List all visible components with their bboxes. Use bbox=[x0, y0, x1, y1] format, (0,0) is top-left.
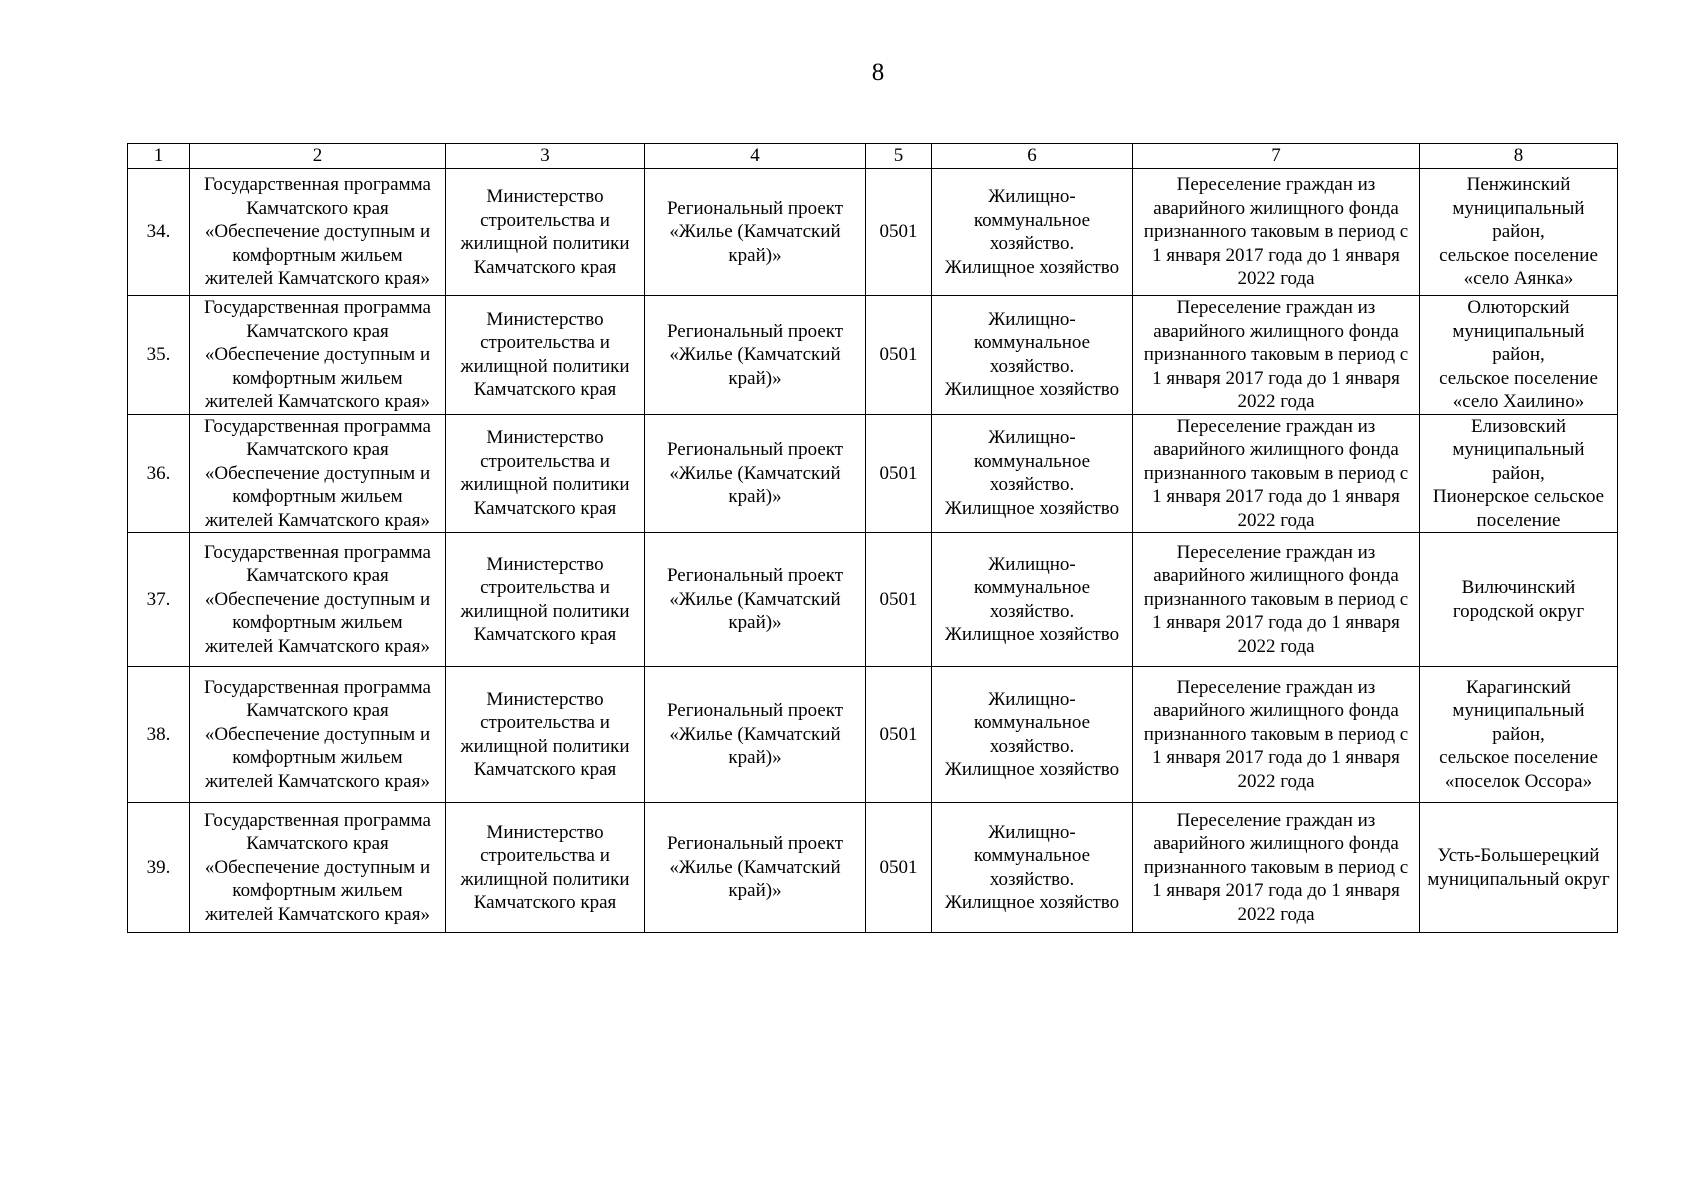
cell-line: Камчатского края bbox=[246, 320, 389, 342]
sector-cell bbox=[932, 296, 1133, 415]
program-cell bbox=[190, 667, 446, 803]
cell-line: жителей Камчатского края» bbox=[205, 509, 430, 531]
cell-line: Региональный проект bbox=[666, 833, 844, 855]
cell-line: Региональный проект bbox=[666, 320, 844, 342]
cell-line: Камчатского края bbox=[473, 256, 617, 278]
cell-line: район, bbox=[1492, 462, 1545, 484]
cell-line: признанного таковым в период с bbox=[1143, 856, 1409, 878]
cell-line: «Жилье (Камчатский bbox=[669, 856, 841, 878]
cell-line: хозяйство. bbox=[989, 868, 1075, 890]
program-cell bbox=[190, 296, 446, 415]
cell-line: муниципальный bbox=[1452, 700, 1585, 722]
table-row bbox=[128, 667, 1618, 803]
cell-line: Камчатского края bbox=[246, 833, 389, 855]
cell-line: Жилищно- bbox=[988, 688, 1076, 710]
cell-line: край)» bbox=[728, 747, 782, 769]
column-number: 6 bbox=[932, 144, 1133, 169]
cell-line: Карагинский bbox=[1466, 676, 1571, 698]
project-cell bbox=[645, 296, 866, 415]
cell-line: Государственная программа bbox=[204, 297, 431, 318]
ministry-cell bbox=[446, 169, 645, 296]
cell-line: сельское поселение bbox=[1439, 244, 1598, 266]
cell-line: Министерство bbox=[486, 688, 604, 710]
cell-line: край)» bbox=[728, 612, 782, 634]
row-number-cell: 38. bbox=[128, 667, 190, 803]
cell-line: хозяйство. bbox=[989, 474, 1075, 496]
cell-line: жилищной политики bbox=[460, 600, 630, 622]
ministry-cell bbox=[446, 803, 645, 933]
cell-line: хозяйство. bbox=[989, 735, 1075, 757]
cell-line: комфортным жильем bbox=[232, 880, 403, 902]
cell-line: муниципальный округ bbox=[1427, 868, 1610, 890]
cell-line: Государственная программа bbox=[204, 541, 431, 563]
sector-cell bbox=[932, 533, 1133, 667]
cell-line: 1 января 2017 года до 1 января bbox=[1152, 367, 1400, 389]
cell-line: Камчатского края bbox=[473, 379, 617, 401]
cell-line: Жилищно- bbox=[988, 308, 1076, 330]
sector-cell bbox=[932, 667, 1133, 803]
cell-line: Министерство bbox=[486, 308, 604, 330]
cell-line: муниципальный bbox=[1452, 439, 1585, 460]
budget-code-cell: 0501 bbox=[866, 169, 932, 296]
municipality-cell bbox=[1420, 169, 1618, 296]
cell-line: муниципальный bbox=[1452, 320, 1585, 342]
cell-line: «поселок Оссора» bbox=[1444, 770, 1593, 792]
cell-line: Переселение граждан из bbox=[1176, 415, 1376, 437]
cell-line: Региональный проект bbox=[666, 197, 844, 219]
cell-line: 1 января 2017 года до 1 января bbox=[1152, 880, 1400, 902]
purpose-cell bbox=[1133, 169, 1420, 296]
project-cell bbox=[645, 803, 866, 933]
table-body bbox=[128, 144, 1618, 933]
cell-line: строительства и bbox=[480, 332, 610, 354]
cell-line: Камчатского края bbox=[473, 892, 617, 913]
cell-line: Государственная программа bbox=[204, 174, 431, 196]
cell-line: Елизовский bbox=[1470, 415, 1566, 437]
project-cell bbox=[645, 414, 866, 533]
row-number-cell: 39. bbox=[128, 803, 190, 933]
cell-line: поселение bbox=[1476, 509, 1561, 531]
cell-line: хозяйство. bbox=[989, 600, 1075, 622]
purpose-cell bbox=[1133, 296, 1420, 415]
cell-line: признанного таковым в период с bbox=[1143, 588, 1409, 610]
column-number: 8 bbox=[1420, 144, 1618, 169]
budget-code-cell: 0501 bbox=[866, 803, 932, 933]
cell-line: Камчатского края bbox=[473, 624, 617, 645]
cell-line: 2022 года bbox=[1237, 770, 1315, 792]
cell-line: 2022 года bbox=[1237, 903, 1315, 925]
ministry-cell bbox=[446, 414, 645, 533]
sector-cell bbox=[932, 169, 1133, 296]
municipality-cell bbox=[1420, 533, 1618, 667]
cell-line: жителей Камчатского края» bbox=[205, 391, 430, 412]
cell-line: Жилищно- bbox=[988, 427, 1076, 449]
cell-line: аварийного жилищного фонда bbox=[1153, 197, 1399, 219]
purpose-cell bbox=[1133, 414, 1420, 533]
column-number: 3 bbox=[446, 144, 645, 169]
cell-line: Камчатского края bbox=[246, 565, 389, 587]
column-number-row bbox=[128, 144, 1618, 169]
cell-line: Переселение граждан из bbox=[1176, 541, 1376, 563]
cell-line: 1 января 2017 года до 1 января bbox=[1152, 747, 1400, 769]
cell-line: Региональный проект bbox=[666, 700, 844, 722]
cell-line: коммунальное bbox=[973, 209, 1091, 231]
cell-line: Камчатского края bbox=[246, 700, 389, 722]
cell-line: 1 января 2017 года до 1 января bbox=[1152, 612, 1400, 634]
cell-line: «село Хаилино» bbox=[1452, 391, 1585, 412]
row-number-cell: 36. bbox=[128, 414, 190, 533]
cell-line: Государственная программа bbox=[204, 676, 431, 698]
cell-line: жилищной политики bbox=[460, 474, 630, 496]
cell-line: Жилищное хозяйство bbox=[944, 624, 1120, 645]
cell-line: «Жилье (Камчатский bbox=[669, 462, 841, 484]
table-row bbox=[128, 533, 1618, 667]
column-number: 4 bbox=[645, 144, 866, 169]
cell-line: Камчатского края bbox=[246, 439, 389, 460]
cell-line: жителей Камчатского края» bbox=[205, 770, 430, 792]
cell-line: аварийного жилищного фонда bbox=[1153, 565, 1399, 587]
budget-code-cell: 0501 bbox=[866, 296, 932, 415]
cell-line: Жилищное хозяйство bbox=[944, 759, 1120, 780]
budget-code-cell: 0501 bbox=[866, 533, 932, 667]
cell-line: Государственная программа bbox=[204, 415, 431, 437]
cell-line: «Обеспечение доступным и bbox=[204, 462, 431, 484]
cell-line: жителей Камчатского края» bbox=[205, 903, 430, 925]
cell-line: признанного таковым в период с bbox=[1143, 462, 1409, 484]
cell-line: «Обеспечение доступным и bbox=[204, 344, 431, 365]
cell-line: аварийного жилищного фонда bbox=[1153, 439, 1399, 460]
cell-line: «село Аянка» bbox=[1463, 268, 1574, 290]
cell-line: Камчатского края bbox=[473, 759, 617, 780]
cell-line: строительства и bbox=[480, 712, 610, 733]
cell-line: жилищной политики bbox=[460, 355, 630, 377]
cell-line: аварийного жилищного фонда bbox=[1153, 833, 1399, 855]
municipality-cell bbox=[1420, 414, 1618, 533]
cell-line: комфортным жильем bbox=[232, 367, 403, 389]
cell-line: хозяйство. bbox=[989, 355, 1075, 377]
cell-line: «Обеспечение доступным и bbox=[204, 856, 431, 878]
column-number: 2 bbox=[190, 144, 446, 169]
project-cell bbox=[645, 169, 866, 296]
cell-line: Олюторский bbox=[1467, 297, 1570, 318]
project-cell bbox=[645, 667, 866, 803]
cell-line: Камчатского края bbox=[473, 497, 617, 519]
project-cell bbox=[645, 533, 866, 667]
cell-line: 2022 года bbox=[1237, 509, 1315, 531]
cell-line: жителей Камчатского края» bbox=[205, 635, 430, 657]
cell-line: Региональный проект bbox=[666, 439, 844, 460]
ministry-cell bbox=[446, 667, 645, 803]
cell-line: «Обеспечение доступным и bbox=[204, 723, 431, 745]
cell-line: Переселение граждан из bbox=[1176, 809, 1376, 831]
cell-line: комфортным жильем bbox=[232, 747, 403, 769]
cell-line: строительства и bbox=[480, 450, 610, 472]
table-row bbox=[128, 296, 1618, 415]
cell-line: Жилищное хозяйство bbox=[944, 892, 1120, 913]
cell-line: жилищной политики bbox=[460, 233, 630, 254]
purpose-cell bbox=[1133, 533, 1420, 667]
ministry-cell bbox=[446, 533, 645, 667]
table-row bbox=[128, 169, 1618, 296]
cell-line: край)» bbox=[728, 486, 782, 507]
cell-line: городской округ bbox=[1452, 600, 1585, 622]
program-cell bbox=[190, 533, 446, 667]
row-number-cell: 34. bbox=[128, 169, 190, 296]
cell-line: 2022 года bbox=[1237, 635, 1315, 657]
cell-line: Жилищное хозяйство bbox=[944, 379, 1120, 401]
cell-line: сельское поселение bbox=[1439, 747, 1598, 769]
column-number: 5 bbox=[866, 144, 932, 169]
cell-line: край)» bbox=[728, 367, 782, 389]
municipality-cell bbox=[1420, 296, 1618, 415]
cell-line: Министерство bbox=[486, 186, 604, 207]
table-row bbox=[128, 414, 1618, 533]
cell-line: 2022 года bbox=[1237, 391, 1315, 412]
table-row bbox=[128, 803, 1618, 933]
municipality-cell bbox=[1420, 667, 1618, 803]
purpose-cell bbox=[1133, 803, 1420, 933]
cell-line: Жилищно- bbox=[988, 186, 1076, 207]
cell-line: муниципальный bbox=[1452, 197, 1585, 219]
cell-line: коммунальное bbox=[973, 845, 1091, 866]
cell-line: Переселение граждан из bbox=[1176, 174, 1376, 196]
cell-line: 1 января 2017 года до 1 января bbox=[1152, 244, 1400, 266]
cell-line: хозяйство. bbox=[989, 233, 1075, 254]
purpose-cell bbox=[1133, 667, 1420, 803]
cell-line: комфортным жильем bbox=[232, 244, 403, 266]
cell-line: аварийного жилищного фонда bbox=[1153, 700, 1399, 722]
sector-cell bbox=[932, 803, 1133, 933]
cell-line: Вилючинский bbox=[1461, 577, 1576, 598]
cell-line: Пионерское сельское bbox=[1432, 486, 1605, 507]
cell-line: край)» bbox=[728, 244, 782, 266]
column-number: 7 bbox=[1133, 144, 1420, 169]
row-number-cell: 37. bbox=[128, 533, 190, 667]
cell-line: Переселение граждан из bbox=[1176, 676, 1376, 698]
cell-line: Министерство bbox=[486, 821, 604, 843]
cell-line: край)» bbox=[728, 880, 782, 902]
cell-line: Жилищное хозяйство bbox=[944, 256, 1120, 278]
cell-line: жилищной политики bbox=[460, 868, 630, 890]
cell-line: Региональный проект bbox=[666, 565, 844, 587]
cell-line: коммунальное bbox=[973, 577, 1091, 598]
cell-line: Пенжинский bbox=[1466, 174, 1571, 196]
cell-line: «Жилье (Камчатский bbox=[669, 221, 841, 243]
cell-line: Министерство bbox=[486, 427, 604, 449]
cell-line: коммунальное bbox=[973, 712, 1091, 733]
cell-line: «Жилье (Камчатский bbox=[669, 723, 841, 745]
budget-code-cell: 0501 bbox=[866, 414, 932, 533]
cell-line: комфортным жильем bbox=[232, 486, 403, 507]
cell-line: аварийного жилищного фонда bbox=[1153, 320, 1399, 342]
program-cell bbox=[190, 169, 446, 296]
cell-line: 2022 года bbox=[1237, 268, 1315, 290]
cell-line: коммунальное bbox=[973, 450, 1091, 472]
document-table bbox=[127, 143, 1618, 933]
budget-code-cell: 0501 bbox=[866, 667, 932, 803]
cell-line: признанного таковым в период с bbox=[1143, 221, 1409, 243]
ministry-cell bbox=[446, 296, 645, 415]
cell-line: Камчатского края bbox=[246, 197, 389, 219]
cell-line: район, bbox=[1492, 723, 1545, 745]
cell-line: признанного таковым в период с bbox=[1143, 344, 1409, 365]
program-cell bbox=[190, 803, 446, 933]
cell-line: строительства и bbox=[480, 845, 610, 866]
cell-line: комфортным жильем bbox=[232, 612, 403, 634]
cell-line: жителей Камчатского края» bbox=[205, 268, 430, 290]
page-number: 8 bbox=[871, 59, 885, 86]
municipality-cell bbox=[1420, 803, 1618, 933]
cell-line: «Жилье (Камчатский bbox=[669, 588, 841, 610]
cell-line: Министерство bbox=[486, 553, 604, 575]
cell-line: «Обеспечение доступным и bbox=[204, 588, 431, 610]
cell-line: Усть-Большерецкий bbox=[1437, 845, 1600, 866]
cell-line: 1 января 2017 года до 1 января bbox=[1152, 486, 1400, 507]
cell-line: район, bbox=[1492, 344, 1545, 365]
cell-line: коммунальное bbox=[973, 332, 1091, 354]
cell-line: сельское поселение bbox=[1439, 367, 1598, 389]
column-number: 1 bbox=[128, 144, 190, 169]
program-cell bbox=[190, 414, 446, 533]
cell-line: Жилищное хозяйство bbox=[944, 497, 1120, 519]
cell-line: «Обеспечение доступным и bbox=[204, 221, 431, 243]
sector-cell bbox=[932, 414, 1133, 533]
cell-line: Переселение граждан из bbox=[1176, 297, 1376, 318]
row-number-cell: 35. bbox=[128, 296, 190, 415]
cell-line: Жилищно- bbox=[988, 821, 1076, 843]
cell-line: строительства и bbox=[480, 577, 610, 598]
cell-line: признанного таковым в период с bbox=[1143, 723, 1409, 745]
cell-line: Государственная программа bbox=[204, 809, 431, 831]
cell-line: «Жилье (Камчатский bbox=[669, 344, 841, 365]
cell-line: строительства и bbox=[480, 209, 610, 231]
cell-line: жилищной политики bbox=[460, 735, 630, 757]
cell-line: район, bbox=[1492, 221, 1545, 243]
cell-line: Жилищно- bbox=[988, 553, 1076, 575]
